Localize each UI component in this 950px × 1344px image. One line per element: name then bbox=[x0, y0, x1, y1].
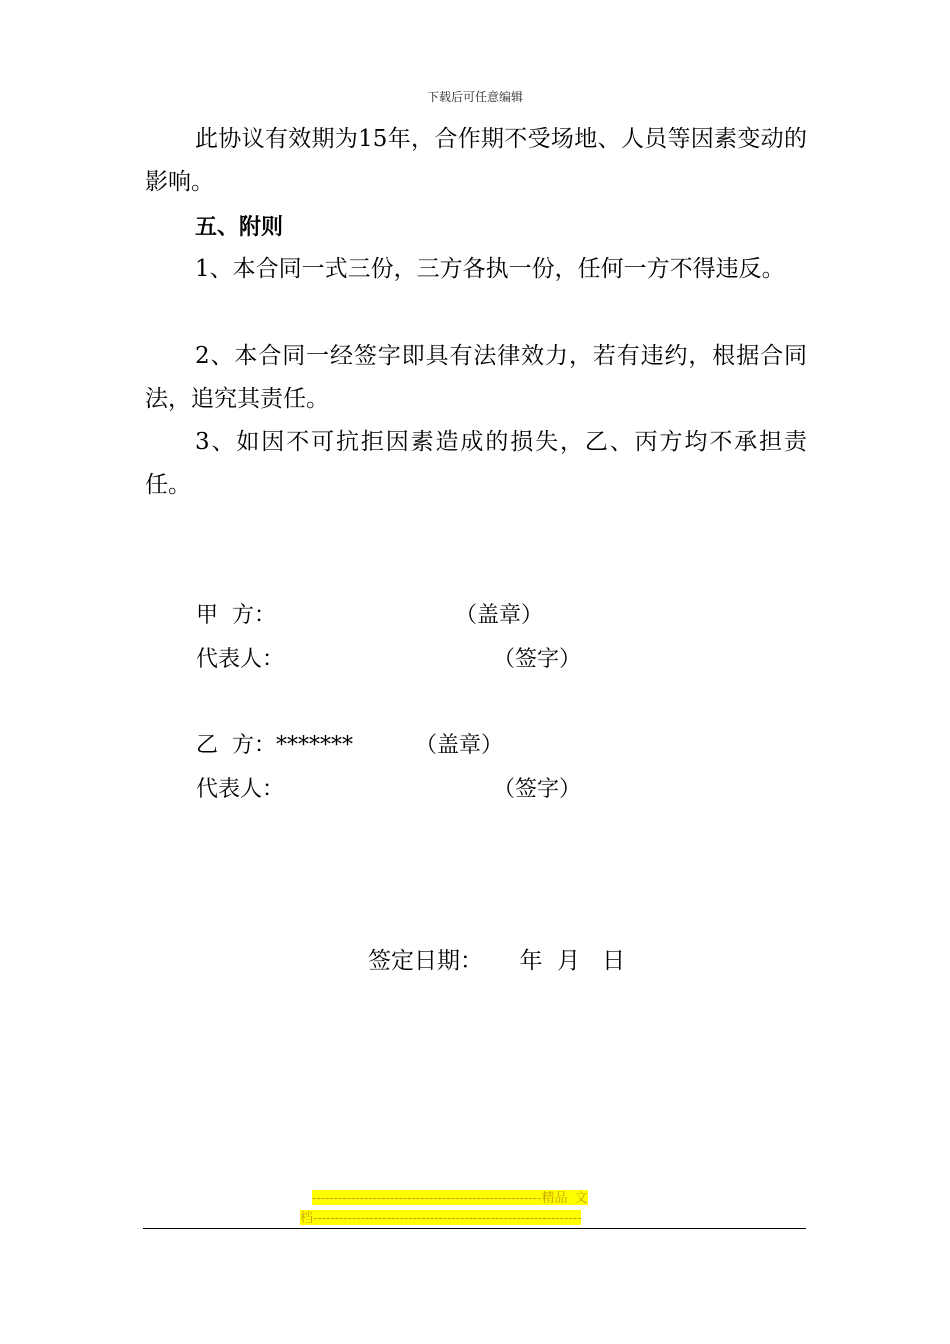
party-a-rep-sign: （签字） bbox=[493, 647, 582, 672]
clause-1: 1、本合同一式三份，三方各执一份，任何一方不得违反。 bbox=[195, 256, 785, 282]
page-header: 下载后可任意编辑 bbox=[426, 90, 523, 104]
clause-2: 2、本合同一经签字即具有法律效力，若有违约，根据合同法，追究其责任。 bbox=[145, 343, 807, 412]
clause-3: 3、如因不可抗拒因素造成的损失，乙、丙方均不承担责任。 bbox=[145, 429, 807, 498]
party-a-rep-label: 代表人： bbox=[196, 647, 285, 672]
validity-paragraph: 此协议有效期为15年，合作期不受场地、人员等因素变动的影响。 bbox=[145, 126, 807, 195]
party-a-stamp: （盖章） bbox=[455, 603, 544, 628]
signing-date: 签定日期： 年 月 日 bbox=[368, 948, 626, 974]
footer-line-1: -----------------------------------------------------精品 文 bbox=[312, 1190, 588, 1205]
section-title: 五、附则 bbox=[195, 215, 284, 240]
footer-line-2: 档-------------------------------------------------------------- bbox=[300, 1210, 582, 1225]
party-b-stamp: （盖章） bbox=[415, 733, 504, 758]
footer-watermark bbox=[300, 1188, 650, 1228]
party-a-label: 甲 方： bbox=[196, 603, 276, 628]
party-b-rep-sign: （签字） bbox=[493, 777, 582, 802]
footer-divider bbox=[143, 1228, 806, 1229]
party-b-label: 乙 方：******* bbox=[196, 733, 353, 758]
party-b-rep-label: 代表人： bbox=[196, 777, 285, 802]
